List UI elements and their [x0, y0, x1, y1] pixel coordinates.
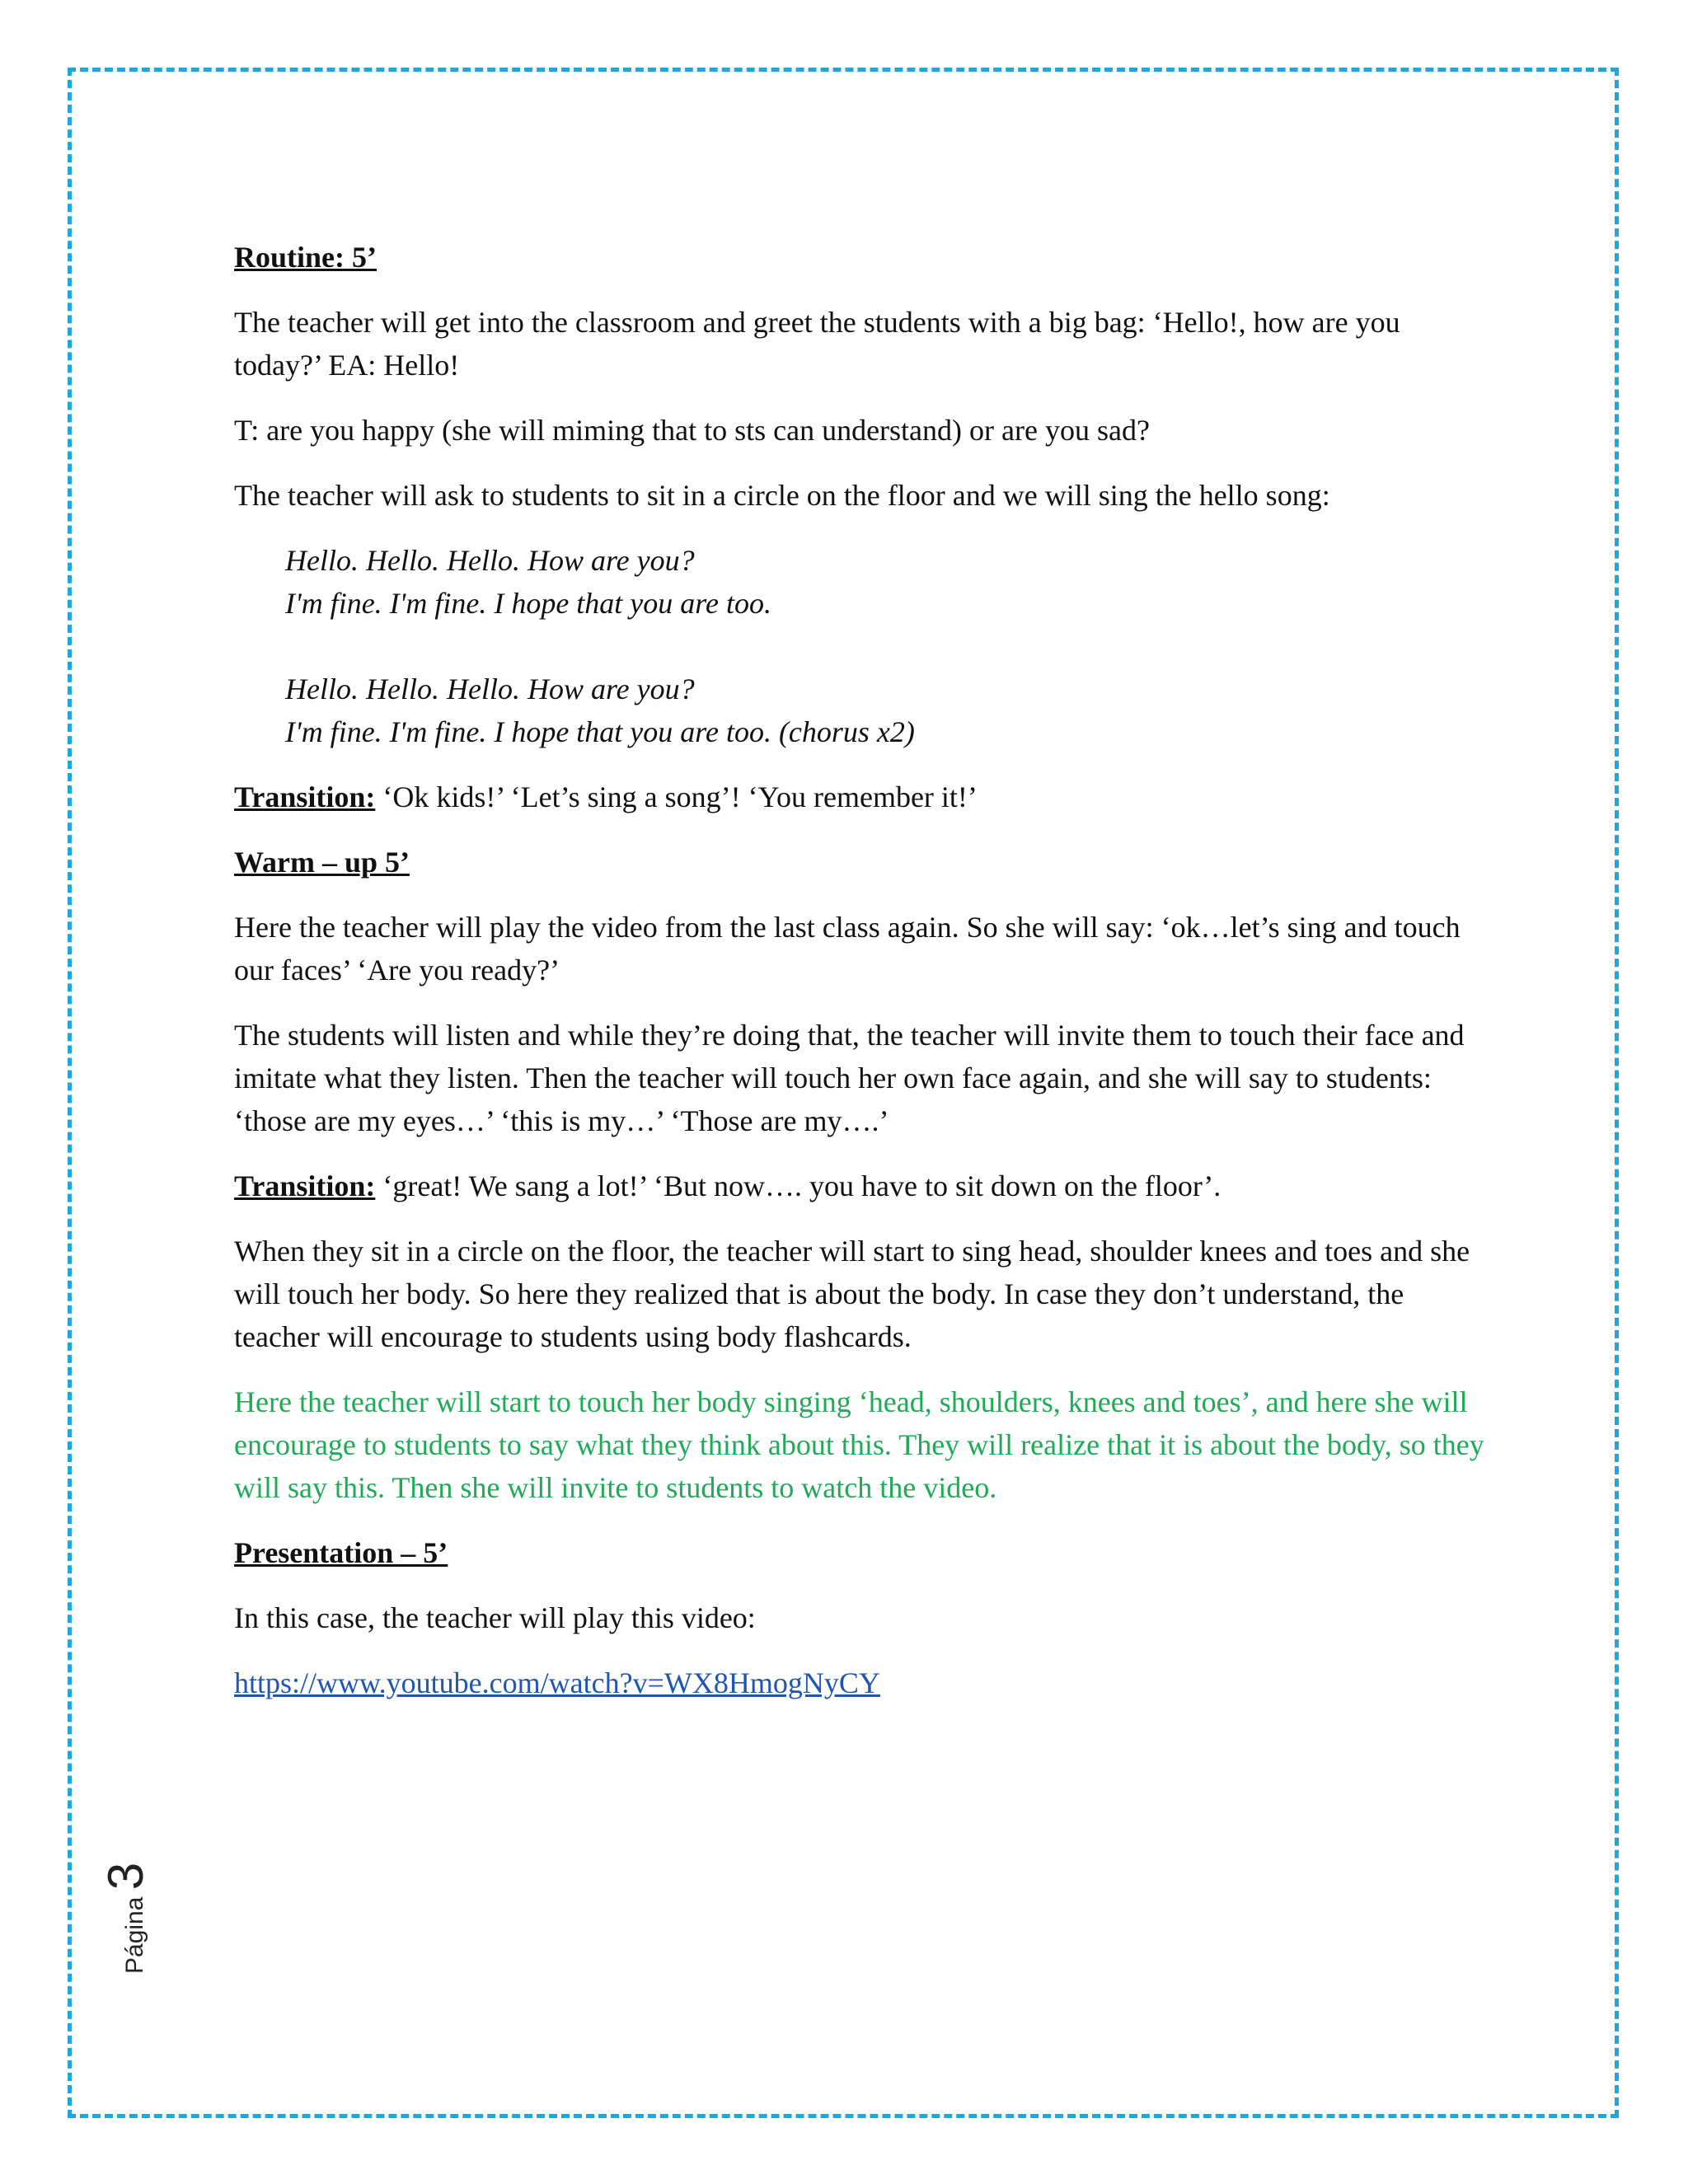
paragraph-play-this-video: In this case, the teacher will play this video:	[234, 1601, 756, 1634]
paragraph-hello-song-intro: The teacher will ask to students to sit in a circle on the floor and we will sing the hello song:	[234, 479, 1330, 512]
transition-1	[234, 776, 1487, 818]
transition-2	[234, 1165, 1487, 1207]
paragraph-touch-face: The students will listen and while they’re doing that, the teacher will invite them to touch their face and imitate what they listen. Then the teacher will touch her own face again, and she will say to students: ‘those are my eyes…’ ‘this is my…’ ‘Those are my….’	[234, 1019, 1465, 1137]
page-number: 3	[98, 1862, 153, 1891]
song-line: Hello. Hello. Hello. How are you?	[285, 673, 695, 705]
transition-2-label: Transition:	[234, 1169, 376, 1202]
paragraph-circle-floor: When they sit in a circle on the floor, the teacher will start to sing head, shoulder knees and toes and she will touch her body. So here they realized that is about the body. In case they don’t understand, the teacher will encourage to students using body flashcards.	[234, 1235, 1470, 1353]
page-number-footer	[97, 1863, 154, 1974]
song-line: I'm fine. I'm fine. I hope that you are too. (chorus x2)	[285, 715, 915, 748]
document-body	[234, 236, 1487, 1727]
transition-2-text: ‘great! We sang a lot!’ ‘But now…. you have to sit down on the floor’.	[375, 1169, 1221, 1202]
warmup-heading: Warm – up 5’	[234, 846, 410, 879]
paragraph-greeting: The teacher will get into the classroom and greet the students with a big bag: ‘Hello!, how are you today?’ EA: Hello!	[234, 306, 1400, 382]
song-line: I'm fine. I'm fine. I hope that you are too.	[285, 587, 771, 620]
transition-1-label: Transition:	[234, 780, 376, 813]
paragraph-play-video: Here the teacher will play the video from the last class again. So she will say: ‘ok…let’s sing and touch our faces’ ‘Are you ready?’	[234, 911, 1461, 987]
transition-1-text: ‘Ok kids!’ ‘Let’s sing a song’! ‘You remember it!’	[375, 780, 978, 813]
paragraph-happy-sad: T: are you happy (she will miming that to sts can understand) or are you sad?	[234, 414, 1150, 447]
youtube-link[interactable]: https://www.youtube.com/watch?v=WX8HmogNyCY	[234, 1666, 880, 1699]
routine-heading: Routine: 5’	[234, 241, 377, 274]
song-line: Hello. Hello. Hello. How are you?	[285, 544, 695, 577]
hello-song-lyrics	[285, 539, 1487, 753]
presentation-heading: Presentation – 5’	[234, 1536, 448, 1569]
paragraph-green-highlight: Here the teacher will start to touch her body singing ‘head, shoulders, knees and toes’, and here she will encourage to students to say what they think about this. They will realize that it is about the body, so they will say this. Then she will invite to students to watch the video.	[234, 1385, 1484, 1504]
page-label: Página	[121, 1890, 148, 1974]
